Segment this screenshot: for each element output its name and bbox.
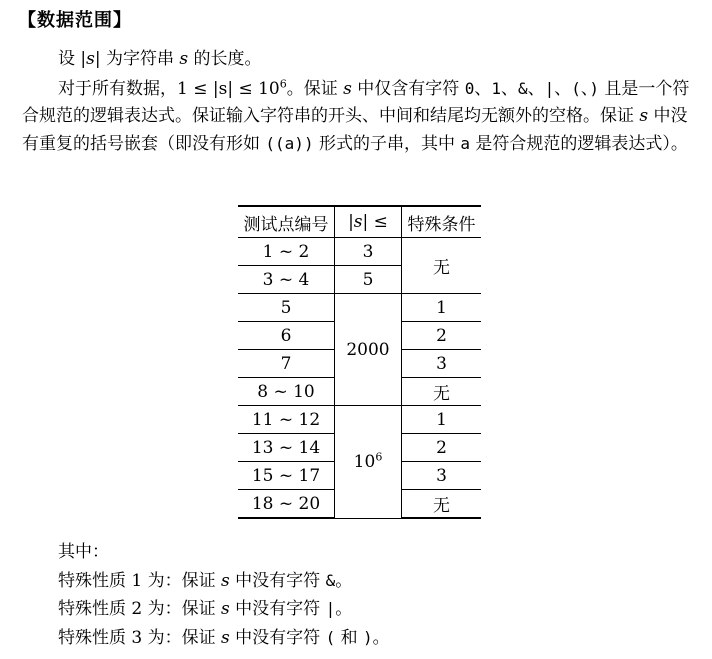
code-pattern: ((a)) bbox=[265, 134, 314, 153]
special-property-2: 特殊性质 2 为：保证 s 中没有字符 |。 bbox=[58, 599, 353, 619]
length-cell: $10^6$ bbox=[335, 406, 402, 519]
testcase-cell: 3 ~ 4 bbox=[238, 266, 335, 294]
special-cell: 1 bbox=[402, 406, 482, 434]
section-title: 【数据范围】 bbox=[18, 10, 132, 31]
code-a: a bbox=[460, 134, 471, 153]
special-cell: 3 bbox=[402, 462, 482, 490]
code-char: ) bbox=[363, 627, 373, 647]
text: 中仅含有字符 bbox=[351, 79, 465, 99]
testcase-cell: 15 ~ 17 bbox=[238, 462, 335, 490]
length-cell: 2000 bbox=[335, 294, 402, 406]
code-char: | bbox=[544, 79, 555, 98]
notes-section bbox=[58, 538, 390, 652]
code-char: & bbox=[325, 570, 336, 590]
text: 设 bbox=[58, 49, 81, 69]
special-cell: 2 bbox=[402, 322, 482, 350]
text: 对于所有数据， bbox=[58, 79, 177, 99]
math-var-s: s bbox=[343, 79, 352, 99]
testcase-cell: 5 bbox=[238, 294, 335, 322]
text: 是符合规范的逻辑表达式）。 bbox=[470, 134, 688, 154]
testcase-cell: 11 ~ 12 bbox=[238, 406, 335, 434]
testcase-cell: 18 ~ 20 bbox=[238, 490, 335, 519]
length-cell: 3 bbox=[335, 238, 402, 266]
text: 的长度。 bbox=[188, 49, 262, 69]
math-abs-s: |s| bbox=[80, 49, 101, 69]
code-char: ) bbox=[589, 79, 600, 98]
special-cell: 2 bbox=[402, 434, 482, 462]
bound-formula: $1 \le |s| \le 10^6$ bbox=[177, 77, 287, 99]
code-char: 1 bbox=[491, 79, 501, 98]
notes-intro: 其中： bbox=[58, 542, 109, 562]
table-row bbox=[238, 406, 481, 434]
constraints-paragraph: 对于所有数据，$1 \le |s| \le 10^6$。保证 s 中仅含有字符 0、1、&、|、(、) 且是一个符合规范的逻辑表达式。保证输入字符串的开头、中间和结尾均无额外的空格。保证 s 中没有重复的括号嵌套（即没有形如 ((a)) 形式的子串，其中 a 是符合规范的逻辑表达式）。 bbox=[22, 77, 690, 154]
special-cell: 无 bbox=[402, 378, 482, 406]
header-length: |s| ≤ bbox=[335, 206, 402, 238]
math-var-s: s bbox=[639, 106, 649, 126]
test-range-table bbox=[238, 205, 481, 519]
text: 且是一个符合规范的逻辑表达式。保证输入字符串的开头、中间和结尾均无额外的空格。保证 bbox=[22, 79, 690, 126]
special-cell: 1 bbox=[402, 294, 482, 322]
special-property-1: 特殊性质 1 为：保证 s 中没有字符 &。 bbox=[58, 570, 353, 591]
testcase-cell: 8 ~ 10 bbox=[238, 378, 335, 406]
code-char: | bbox=[325, 599, 336, 618]
code-char: & bbox=[517, 79, 528, 98]
special-cell: 无 bbox=[402, 490, 482, 519]
special-cell: 3 bbox=[402, 350, 482, 378]
table-row bbox=[238, 238, 481, 266]
code-char: ( bbox=[325, 627, 336, 647]
code-char: 0 bbox=[464, 79, 475, 98]
testcase-cell: 7 bbox=[238, 350, 335, 378]
special-cell: 无 bbox=[402, 238, 482, 294]
text: 。保证 bbox=[286, 79, 344, 99]
code-char: ( bbox=[571, 79, 581, 98]
special-property-3: 特殊性质 3 为：保证 s 中没有字符 ( 和 )。 bbox=[58, 627, 390, 648]
text: 为字符串 bbox=[100, 49, 180, 69]
definition-paragraph bbox=[22, 46, 702, 73]
testcase-cell: 1 ~ 2 bbox=[238, 238, 335, 266]
header-special: 特殊条件 bbox=[402, 206, 482, 238]
testcase-cell: 6 bbox=[238, 322, 335, 350]
table-header-row bbox=[238, 206, 481, 238]
text: 形式的子串，其中 bbox=[313, 134, 461, 154]
testcase-cell: 13 ~ 14 bbox=[238, 434, 335, 462]
header-testcase: 测试点编号 bbox=[238, 206, 335, 238]
table-row bbox=[238, 294, 481, 322]
length-cell: 5 bbox=[335, 266, 402, 294]
text: 中没有重复的括号嵌套（即没有形如 bbox=[22, 106, 688, 154]
math-var-s: s bbox=[179, 49, 189, 69]
